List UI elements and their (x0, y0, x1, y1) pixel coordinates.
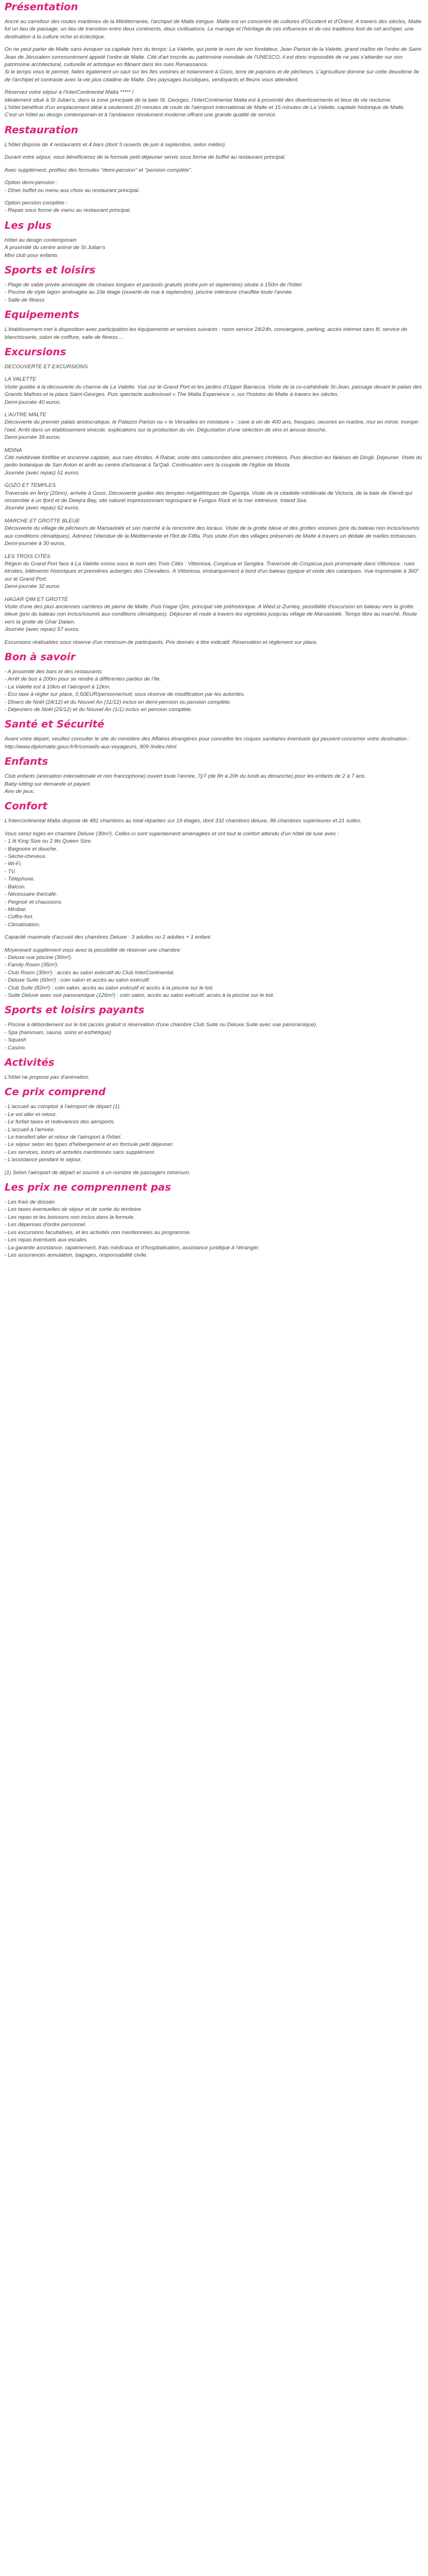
text-line: Visite d'une des plus anciennes carrières de pierre de Malte. Puis Hagar Qim, principal site préhistorique. A Wied iz-Zurrieq, possibilité d'excursion en bateau vers la grotte bleue (prix du bateau non inclus/soumis aux conditions climatiques). Déjeuner et route à travers les vignobles jusqu'au village de Marsaxlokk. Temps libre au marché. Route vers la grotte de Ghar Dalam. (5, 603, 417, 625)
section-title: Restauration (5, 124, 78, 136)
paragraph (5, 326, 423, 341)
paragraph (5, 1169, 423, 1176)
text-line: L'AUTRE MALTE (5, 412, 46, 418)
text-line: - Deluxe vue piscine (30m²). (5, 954, 72, 961)
paragraph (5, 411, 423, 442)
text-line: - Squash (5, 1037, 27, 1044)
section-title: Les prix ne comprennent pas (5, 1182, 171, 1194)
paragraph (5, 447, 423, 477)
document-page (0, 1, 428, 1275)
section (5, 718, 423, 751)
section-title: Confort (5, 800, 48, 813)
paragraph (5, 1074, 423, 1081)
section-title: Les plus (5, 219, 52, 232)
section (5, 1, 423, 119)
text-line: - Balcon. (5, 883, 26, 890)
text-line: - Family Room (35m²). (5, 962, 59, 969)
text-line: MARCHE ET GROTTE BLEUE (5, 517, 80, 524)
section-title: Ce prix comprend (5, 1086, 106, 1099)
text-line: Découverte du village de pêcheurs de Marsaxlokk et son marché à la rencontre des locaux. Visite de la grotte bleue et des grottes voisines (prix du bateau non inclus/soumis aux conditions climatiques). Admirez l'étendue de la Méditerranée et l'îlot de Filfla. Puis visite d'un des villages préservés de Malte à travers un dédale de ruelles tortueuses. (5, 525, 420, 539)
paragraph (5, 46, 423, 84)
paragraph (5, 773, 423, 795)
text-line: - Club Suite (82m²) : coin salon, accès au salon exécutif et accès à la piscine sur le toit. (5, 984, 214, 991)
text-line: - Baignoire et douche. (5, 845, 58, 852)
text-line: - Piscine de style lagon aménagée au 10e étage (ouverte de mai à septembre), piscine intérieure chauffée toute l'année. (5, 289, 294, 296)
text-line: A proximité du centre animé de St Julian's (5, 245, 106, 251)
paragraph (5, 517, 423, 548)
section (5, 1057, 423, 1081)
text-line: - Climatisation. (5, 921, 41, 928)
text-line: L'Intercontinental Malta dispose de 481 chambres au total réparties sur 19 étages, dont 332 chambres deluxe, 86 chambres supérieures et 21 suites. (5, 818, 362, 825)
text-line: - L'assistance pendant le séjour. (5, 1157, 82, 1163)
paragraph (5, 482, 423, 512)
text-line: Demi-journée 40 euros. (5, 399, 62, 406)
section (5, 1182, 423, 1259)
text-line: - Casino. (5, 1044, 27, 1051)
text-line: - Les repas et les boissons non inclus dans la formule. (5, 1214, 135, 1221)
text-line: - Le séjour selon les types d'hébergement et en formule petit déjeuner. (5, 1141, 174, 1148)
text-line: (1) Selon l'aéroport de départ et soumis à un nombre de passagers minimum. (5, 1169, 191, 1176)
section-title: Sports et loisirs (5, 264, 95, 276)
section (5, 756, 423, 795)
text-line: - Les dépenses d'ordre personnel. (5, 1222, 87, 1228)
section (5, 346, 423, 646)
text-line: - Club Room (30m²) : accès au salon exécutif du Club InterContinental. (5, 969, 175, 976)
text-line: LA VALETTE (5, 376, 37, 383)
text-line: Baby-sitting sur demande et payant. (5, 781, 91, 787)
paragraph (5, 179, 423, 194)
section-title: Santé et Sécurité (5, 718, 104, 731)
section-title: Enfants (5, 756, 49, 768)
text-line: - Eco taxe à régler sur place, 0,50EUR/personne/nuit; sous réserve de modification par les autorités. (5, 691, 246, 698)
text-line: - Dîner buffet ou menu aux choix au restaurant principal. (5, 187, 140, 194)
text-line: - L'accueil à l'arrivée. (5, 1126, 55, 1133)
paragraph (5, 596, 423, 634)
text-line: - Spa (hammam, sauna, soins et esthétique) (5, 1029, 111, 1036)
text-line: Demi-journée à 30 euros. (5, 541, 66, 547)
text-line: GOZO ET TEMPLES (5, 482, 56, 489)
text-line: - Déjeuners de Noël (25/12) et du Nouvel An (1/1) inclus en pension complète. (5, 707, 193, 713)
text-line: Demi-journée 32 euros (5, 583, 60, 590)
section-title: Sports et loisirs payants (5, 1004, 145, 1017)
text-line: - Minibar. (5, 906, 27, 913)
text-line: - Nécessaire thé/café. (5, 891, 58, 898)
text-line: LES TROIS CITÉS (5, 553, 51, 560)
text-line: Club enfants (animation internationale et non francophone) ouvert toute l'année, 7j/7 (de 8h à 20h du lundi au dimanche) pour les enfants de 2 à 7 ans. (5, 773, 366, 780)
text-line: - Peignoir et chaussons. (5, 899, 63, 905)
text-line: - Le transfert aller et retour de l'aéroport à l'hôtel. (5, 1134, 122, 1141)
text-line: Capacité maximale d'accueil des chambres Deluxe : 3 adultes ou 2 adultes + 1 enfant. (5, 934, 212, 941)
text-line: Moyennant supplément vous avez la possibilité de réserver une chambre: (5, 947, 182, 953)
text-line: Idéalement situé à St Julian's, dans la zone principale de la baie St. Georges, l'InterContinental Malta est à proximité des divertissements et lieux de vie nocturne. (5, 97, 392, 103)
text-line: - Wi-Fi. (5, 861, 22, 868)
text-line: - 1 lit King Size ou 2 lits Queen Size. (5, 838, 93, 845)
text-line: - Les excursions facultatives, et les activités non mentionnées au programme. (5, 1229, 191, 1236)
text-line: Cité médiévale fortifiée et ancienne capitale, aux rues étroites. A Rabat, visite des catacombes des premiers chrétiens. Puis direction les falaises de Dingli. Déjeuner. Visite du jardin botanique de San Anton et arrêt au centre d'artisanat à Ta'Qali. Continuation vers la coupole de l'église de Mosta. (5, 455, 422, 469)
paragraph (5, 376, 423, 406)
text-line: L'hôtel ne propose pas d'animation. (5, 1074, 90, 1080)
text-line: Demi-journée 39 euros. (5, 434, 62, 441)
section-title: Excursions (5, 346, 67, 358)
text-line: Journée (avec repas) 51 euros. (5, 469, 80, 476)
text-line: - Salle de fitness (5, 297, 45, 303)
text-line: L'hôtel bénéficie d'un emplacement idéal à seulement 20 minutes de route de l'aéroport international de Malte et 15 minutes de La Valette, capitale historique de Malte. (5, 104, 405, 111)
text-line: Découverte du premier palais aristocratique, le Palazzo Parisio ou « le Versailles en miniature » : cave à vin de 400 ans, fresques, oeuvres en marbre, mur en miroir, trompe-l'oeil. Arrêt dans un établissement vinicole, explications sur la production du vin. Dégustation d'une sélection de vins et amuse-bouche. (5, 419, 420, 433)
text-line: Mini club pour enfants (5, 252, 58, 259)
paragraph (5, 281, 423, 304)
text-line: Vous serez logés en chambre Deluxe (30m²). Celles-ci sont superbement aménagées et ont tout le confort attendu d'un hôtel de luxe avec : (5, 830, 339, 837)
text-line: Journée (avec repas) 62 euros. (5, 505, 80, 512)
text-line: Avec supplément, profitez des formules "demi-pension" et "pension complète". (5, 167, 193, 173)
text-line: - TV. (5, 868, 16, 875)
text-line: - Le vol aller et retour. (5, 1111, 57, 1118)
paragraph (5, 89, 423, 119)
text-line: Excursions réalisables sous réserve d'un minimum de participants. Prix donnés à titre indicatif. Réservation et règlement sur place. (5, 639, 318, 646)
text-line: MDINA (5, 447, 22, 454)
text-line: - Deluxe Suite (60m²) : coin salon et accès au salon exécutif. (5, 977, 151, 984)
paragraph (5, 553, 423, 591)
text-line: Visite guidée à la découverte du charme de La Valette. Vue sur le Grand Port et les jardins d'Upper Barracca. Visite de la co-cathédrale St-Jean, passage devant le palais des Grands Maîtres et la place Saint-Georges. Puis spectacle audiovisuel « The Malta Experience », sur l'histoire de Malte à travers les siècles. (5, 383, 422, 398)
text-line: - Dîners de Noël (24/12) et du Nouvel An (31/12) inclus en demi-pension ou pension complète. (5, 699, 232, 705)
section (5, 309, 423, 341)
paragraph (5, 1198, 423, 1259)
text-line: - A proximité des bars et des restaurants. (5, 668, 103, 675)
section (5, 220, 423, 259)
paragraph (5, 237, 423, 259)
text-line: HAGAR QIM ET GROTTE (5, 596, 68, 603)
text-line: - Sèche-cheveux. (5, 853, 47, 860)
text-line: - Coffre-fort. (5, 914, 34, 921)
section (5, 800, 423, 999)
text-line: - L'accueil au comptoir à l'aéroport de départ (1). (5, 1104, 121, 1110)
text-line: Journée (avec repas) 57 euros. (5, 626, 80, 633)
text-line: L'hôtel dispose de 4 restaurants et 4 bars (dont 3 ouverts de juin à septembre, selon météo). (5, 141, 226, 148)
text-line: - La Valette est à 10km et l'aéroport à 12km. (5, 683, 111, 690)
paragraph (5, 947, 423, 1000)
paragraph (5, 141, 423, 149)
text-line: - Le forfait taxes et redevances des aéroports. (5, 1119, 115, 1126)
text-line: Traversée en ferry (20mn), arrivée à Gozo. Découverte guidée des temples mégalithiques de Ggantija. Visite de la citadelle médiévale de Victoria, de la baie de Xlendi qui ressemble à un fjord et de Dwejra Bay, site naturel impressionnant regroupant le Fungus Rock et la mer intérieure, Inland Sea. (5, 490, 413, 504)
text-line: L'établissement met à disposition avec participation les équipements et services suivants : room service 24/24h, conciergerie, parking, accès internet sans fil, service de blanchisserie, salon de coiffure, salle de fitness ... (5, 326, 408, 341)
section-title: Activités (5, 1057, 55, 1069)
text-line: - Les taxes éventuelles de séjour et de sortie du territoire. (5, 1206, 143, 1213)
paragraph (5, 363, 423, 371)
text-line: Avant votre départ, veuillez consulter le site du ministère des Affaires étrangères pour connaître les risques sanitaires éventuels qui peuvent concerner votre destination : http://www.diplomatie.gouv.fr/fr/conseils-aux-voyageurs_909 /index.html (5, 736, 410, 750)
section-title: Equipements (5, 309, 80, 321)
text-line: - Arrêt de bus à 200m pour se rendre à différentes parties de l'île. (5, 676, 161, 683)
text-line: Si le temps vous le permet, faites également un saut sur les îles voisines et notamment à Gozo, terre de paysans et de pêcheurs. L'agriculture domine sur cette deuxième île de l'archipel et contraste avec la vie plus citadine de Malte. Des paysages bucoliques, verdoyants et fleuris vous attendent. (5, 69, 420, 83)
paragraph (5, 154, 423, 161)
text-line: Hôtel au design contemporain (5, 237, 77, 243)
text-line: Option pension complète : (5, 199, 68, 206)
text-line: DECOUVERTE ET EXCURSIONS (5, 363, 88, 370)
text-line: - Les frais de dossier. (5, 1199, 56, 1206)
paragraph (5, 1021, 423, 1052)
paragraph (5, 199, 423, 215)
section (5, 1086, 423, 1176)
paragraph (5, 1103, 423, 1163)
section (5, 124, 423, 215)
section-title: Présentation (5, 1, 78, 13)
section (5, 651, 423, 713)
text-line: C'est un hôtel au design contemporain et à l'ambiance résolument moderne offrant une grande qualité de service. (5, 112, 277, 119)
text-line: - Les assurances annulation, bagages, responsabilité civile. (5, 1252, 148, 1258)
section-title: Bon à savoir (5, 651, 76, 663)
text-line: - Téléphone. (5, 876, 35, 883)
paragraph (5, 18, 423, 41)
text-line: Ancré au carrefour des routes maritimes de la Méditerranée, l'archipel de Malte intrigue. Malte est un concentré de cultures d'Occident et d'Orient. A travers des siècles, Malte fut un lieu de passage, un lieu de transition entre deux continents, deux civilisations. Le mariage et l'héritage de ces influences et de ces traditions font de cet archipel, une destination à la culture riche et éclectique. (5, 19, 422, 40)
text-line: - La garantie assistance, rapatriement, frais médicaux et d'hospitalisation, assistance juridique à l'étranger. (5, 1244, 260, 1251)
paragraph (5, 817, 423, 825)
paragraph (5, 167, 423, 174)
text-line: Option demi-pension : (5, 180, 58, 186)
paragraph (5, 639, 423, 646)
text-line: - Suite Deluxe avec vue panoramique (126m²) : coin salon, accès au salon exécutif, accès à la piscine sur le toit. (5, 992, 274, 999)
text-line: - Piscine à débordement sur le toit (accès gratuit si réservation d'une chambre Club Suite ou Deluxe Suite avec vue panoramique). (5, 1022, 318, 1028)
text-line: Aire de jeux. (5, 788, 35, 795)
text-line: On ne peut parler de Malte sans évoquer sa capitale hors du temps: La Valette, qui porte le nom de son fondateur, Jean Parisot de la Valette, grand maître de l'ordre de Saint-Jean de Jérusalem communément appelé l'ordre de Malte. Cité d'art inscrite au patrimoine mondiale de l'UNESCO, il est donc impossible de ne pas s'attarder sur son patrimoine architectural, culturelle et artistique en flânant dans les rues Renaissance. (5, 46, 423, 68)
text-line: - Les repas éventuels aux escales. (5, 1237, 88, 1244)
paragraph (5, 668, 423, 713)
text-line: - Les services, loisirs et activités mentionnés sans supplément. (5, 1149, 156, 1156)
paragraph (5, 735, 423, 751)
paragraph (5, 934, 423, 941)
section (5, 264, 423, 304)
text-line: - Repas sous forme de menu au restaurant principal. (5, 207, 131, 214)
paragraph (5, 830, 423, 929)
text-line: - Plage de sable privée aménagée de chaises longues et parasols gratuits (entre juin et septembre) située à 150m de l'hôtel. (5, 281, 303, 288)
text-line: Région du Grand Port face à La Valette connu sous le nom des Trois Cités : Vittoriosa, Cospicua et Senglea. Traversée de Cospicua puis promenade dans Vittoriosa : rues étroites, bâtiments historiques et premières auberges des Chevaliers. A Vittoriosa, embarquement à bord d'un bateau typique et visite des calanques. Vue imprenable à 360° sur le Grand Port. (5, 560, 420, 582)
section (5, 1004, 423, 1052)
text-line: Réservez votre séjour à l'InterContinental Malta ***** ! (5, 89, 134, 96)
text-line: Durant votre séjour, vous bénéficierez de la formule petit déjeuner servis sous forme de buffet au restaurant principal. (5, 154, 286, 161)
